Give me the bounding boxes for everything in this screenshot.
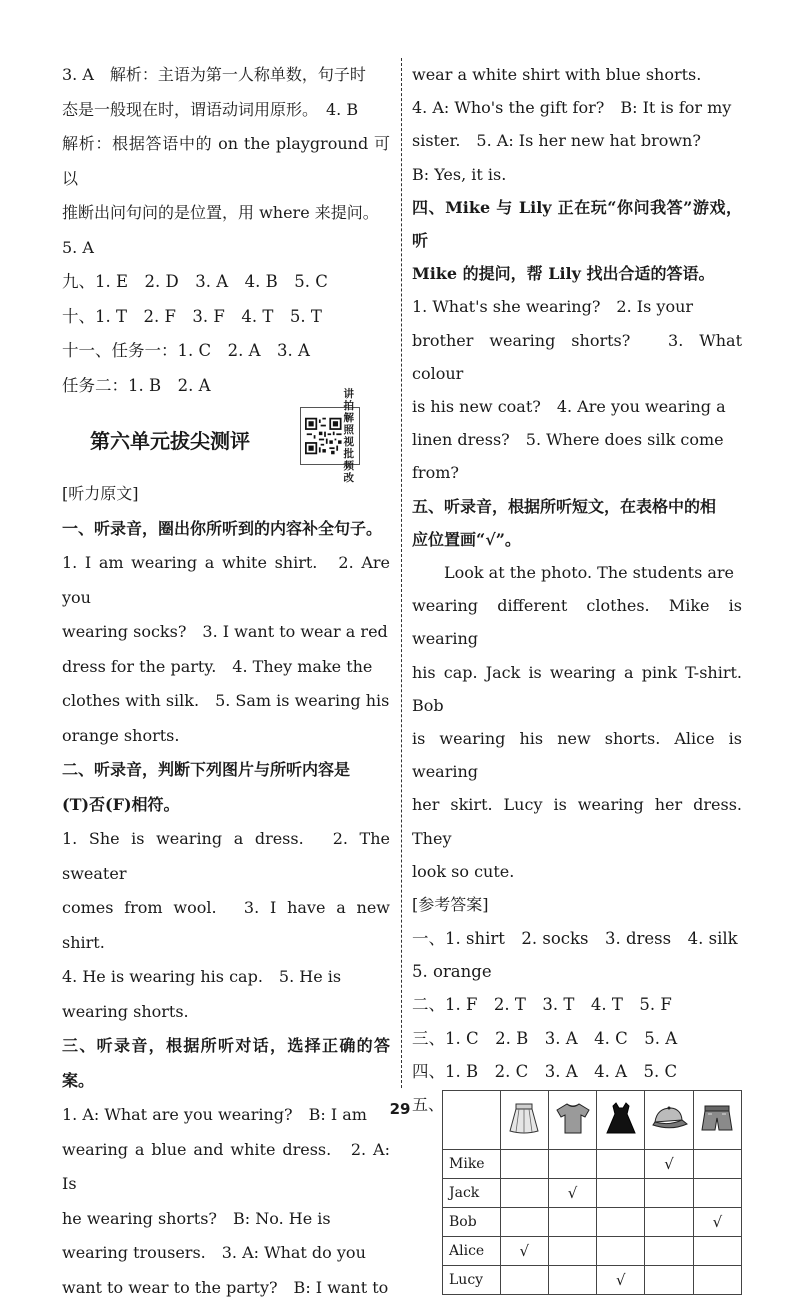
text-line: wearing socks? 3. I want to wear a red (62, 615, 390, 650)
text-line: clothes with silk. 5. Sam is wearing his (62, 684, 390, 719)
section-title: 第六单元拔尖测评 (90, 425, 250, 454)
table-cell (548, 1208, 596, 1237)
table-cell (597, 1266, 645, 1295)
table-cell (597, 1208, 645, 1237)
table-cell (500, 1208, 548, 1237)
listening-header: [听力原文] (62, 477, 390, 512)
text-line: 1. She is wearing a dress. 2. The sweater (62, 822, 390, 891)
part1-heading: 一、听录音，圈出你所听到的内容补全句子。 (62, 512, 390, 547)
text-line: 推断出问句问的是位置，用 where 来提问。 (62, 196, 390, 231)
table-cell (693, 1179, 741, 1208)
table-row (443, 1266, 742, 1295)
column-divider (401, 58, 402, 1088)
text-line: 解析：根据答语中的 on the playground 可以 (62, 127, 390, 196)
table-cell (597, 1237, 645, 1266)
text-line: he wearing shorts? B: No. He is (62, 1202, 390, 1237)
text-line: is his new coat? 4. Are you wearing a (412, 390, 742, 423)
table-cell (597, 1150, 645, 1179)
table-cell (693, 1150, 741, 1179)
text-line: B: Yes, it is. (412, 158, 742, 191)
text-line: 4. He is wearing his cap. 5. He is (62, 960, 390, 995)
answer-line: 一、1. shirt 2. socks 3. dress 4. silk (412, 922, 742, 955)
check-mark: √ (520, 1242, 530, 1260)
table-cell (548, 1237, 596, 1266)
text-line: his cap. Jack is wearing a pink T-shirt. Bob (412, 656, 742, 722)
answer-line: 四、1. B 2. C 3. A 4. A 5. C (412, 1055, 742, 1088)
table-cell (645, 1208, 693, 1237)
answer-line: 三、1. C 2. B 3. A 4. C 5. A (412, 1022, 742, 1055)
text-line: 任务二：1. B 2. A (62, 369, 390, 404)
text-line: brother wearing shorts? 3. What colour (412, 324, 742, 390)
table-cell (548, 1266, 596, 1295)
student-name: Mike (443, 1150, 501, 1179)
table-cell (645, 1237, 693, 1266)
student-name: Alice (443, 1237, 501, 1266)
text-line: 3. A 解析：主语为第一人称单数，句子时 (62, 58, 390, 93)
qr-code-icon (305, 417, 342, 455)
table-row (443, 1237, 742, 1266)
table-cell (500, 1150, 548, 1179)
table-cell (645, 1266, 693, 1295)
check-mark: √ (664, 1155, 674, 1173)
text-line: 1. I am wearing a white shirt. 2. Are you (62, 546, 390, 615)
answer-line: 5. orange (412, 955, 742, 988)
student-name: Bob (443, 1208, 501, 1237)
page-number: 29 (0, 1100, 800, 1118)
table-row (443, 1150, 742, 1179)
part2-heading: 二、听录音，判断下列图片与所听内容是 (62, 753, 390, 788)
check-mark: √ (616, 1271, 626, 1289)
table-cell (500, 1266, 548, 1295)
text-line: 5. A (62, 231, 390, 266)
text-line: from? (412, 456, 742, 489)
text-line: sister. 5. A: Is her new hat brown? (412, 124, 742, 157)
part5-heading: 应位置画“√”。 (412, 523, 742, 556)
section-title-row (62, 407, 390, 475)
table-cell (500, 1237, 548, 1266)
table-cell (645, 1150, 693, 1179)
part2-heading: (T)否(F)相符。 (62, 788, 390, 823)
text-line: want to wear to the party? B: I want to (62, 1271, 390, 1305)
text-line: orange shorts. (62, 719, 390, 754)
table-cell (693, 1237, 741, 1266)
table-cell (548, 1150, 596, 1179)
text-line: wearing trousers. 3. A: What do you (62, 1236, 390, 1271)
text-line: look so cute. (412, 855, 742, 888)
text-line: 十、1. T 2. F 3. F 4. T 5. T (62, 300, 390, 335)
part3-heading: 三、听录音，根据所听对话，选择正确的答案。 (62, 1029, 390, 1098)
text-line: 1. A: What are you wearing? B: I am (62, 1098, 390, 1133)
text-line: linen dress? 5. Where does silk come (412, 423, 742, 456)
text-line: comes from wool. 3. I have a new shirt. (62, 891, 390, 960)
text-line: 九、1. E 2. D 3. A 4. B 5. C (62, 265, 390, 300)
check-mark: √ (713, 1213, 723, 1231)
table-cell (693, 1266, 741, 1295)
table-cell (597, 1179, 645, 1208)
part4-heading: Mike 的提问，帮 Lily 找出合适的答语。 (412, 257, 742, 290)
answers-header: [参考答案] (412, 888, 742, 922)
part4-heading: 四、Mike 与 Lily 正在玩“你问我答”游戏，听 (412, 191, 742, 257)
qr-label: 讲拍解照视批频改 (344, 388, 357, 484)
part5-heading: 五、听录音，根据所听短文，在表格中的相 (412, 490, 742, 523)
qr-code-box[interactable] (300, 407, 360, 465)
check-mark: √ (568, 1184, 578, 1202)
text-line: is wearing his new shorts. Alice is wearing (412, 722, 742, 788)
text-line: wearing shorts. (62, 995, 390, 1030)
text-line: dress for the party. 4. They make the (62, 650, 390, 685)
table-cell (693, 1208, 741, 1237)
answer-line: 二、1. F 2. T 3. T 4. T 5. F (412, 988, 742, 1021)
previous-unit-answers (62, 58, 390, 403)
table-cell (548, 1179, 596, 1208)
text-line: wearing a blue and white dress. 2. A: Is (62, 1133, 390, 1202)
text-line: her skirt. Lucy is wearing her dress. They (412, 788, 742, 854)
text-line: 十一、任务一：1. C 2. A 3. A (62, 334, 390, 369)
answer-table (442, 1090, 742, 1295)
text-line: wear a white shirt with blue shorts. (412, 58, 742, 91)
student-name: Jack (443, 1179, 501, 1208)
text-line: 态是一般现在时，谓语动词用原形。 4. B (62, 93, 390, 128)
table-cell (500, 1179, 548, 1208)
part5-answer-label: 五、 (412, 1092, 444, 1115)
text-line: Look at the photo. The students are (412, 556, 742, 589)
student-name: Lucy (443, 1266, 501, 1295)
text-line: wearing different clothes. Mike is wearing (412, 589, 742, 655)
text-line: 4. A: Who's the gift for? B: It is for my (412, 91, 742, 124)
table-row (443, 1208, 742, 1237)
table-row (443, 1179, 742, 1208)
table-cell (645, 1179, 693, 1208)
part5-answer (412, 1090, 742, 1295)
text-line: 1. What's she wearing? 2. Is your (412, 290, 742, 323)
